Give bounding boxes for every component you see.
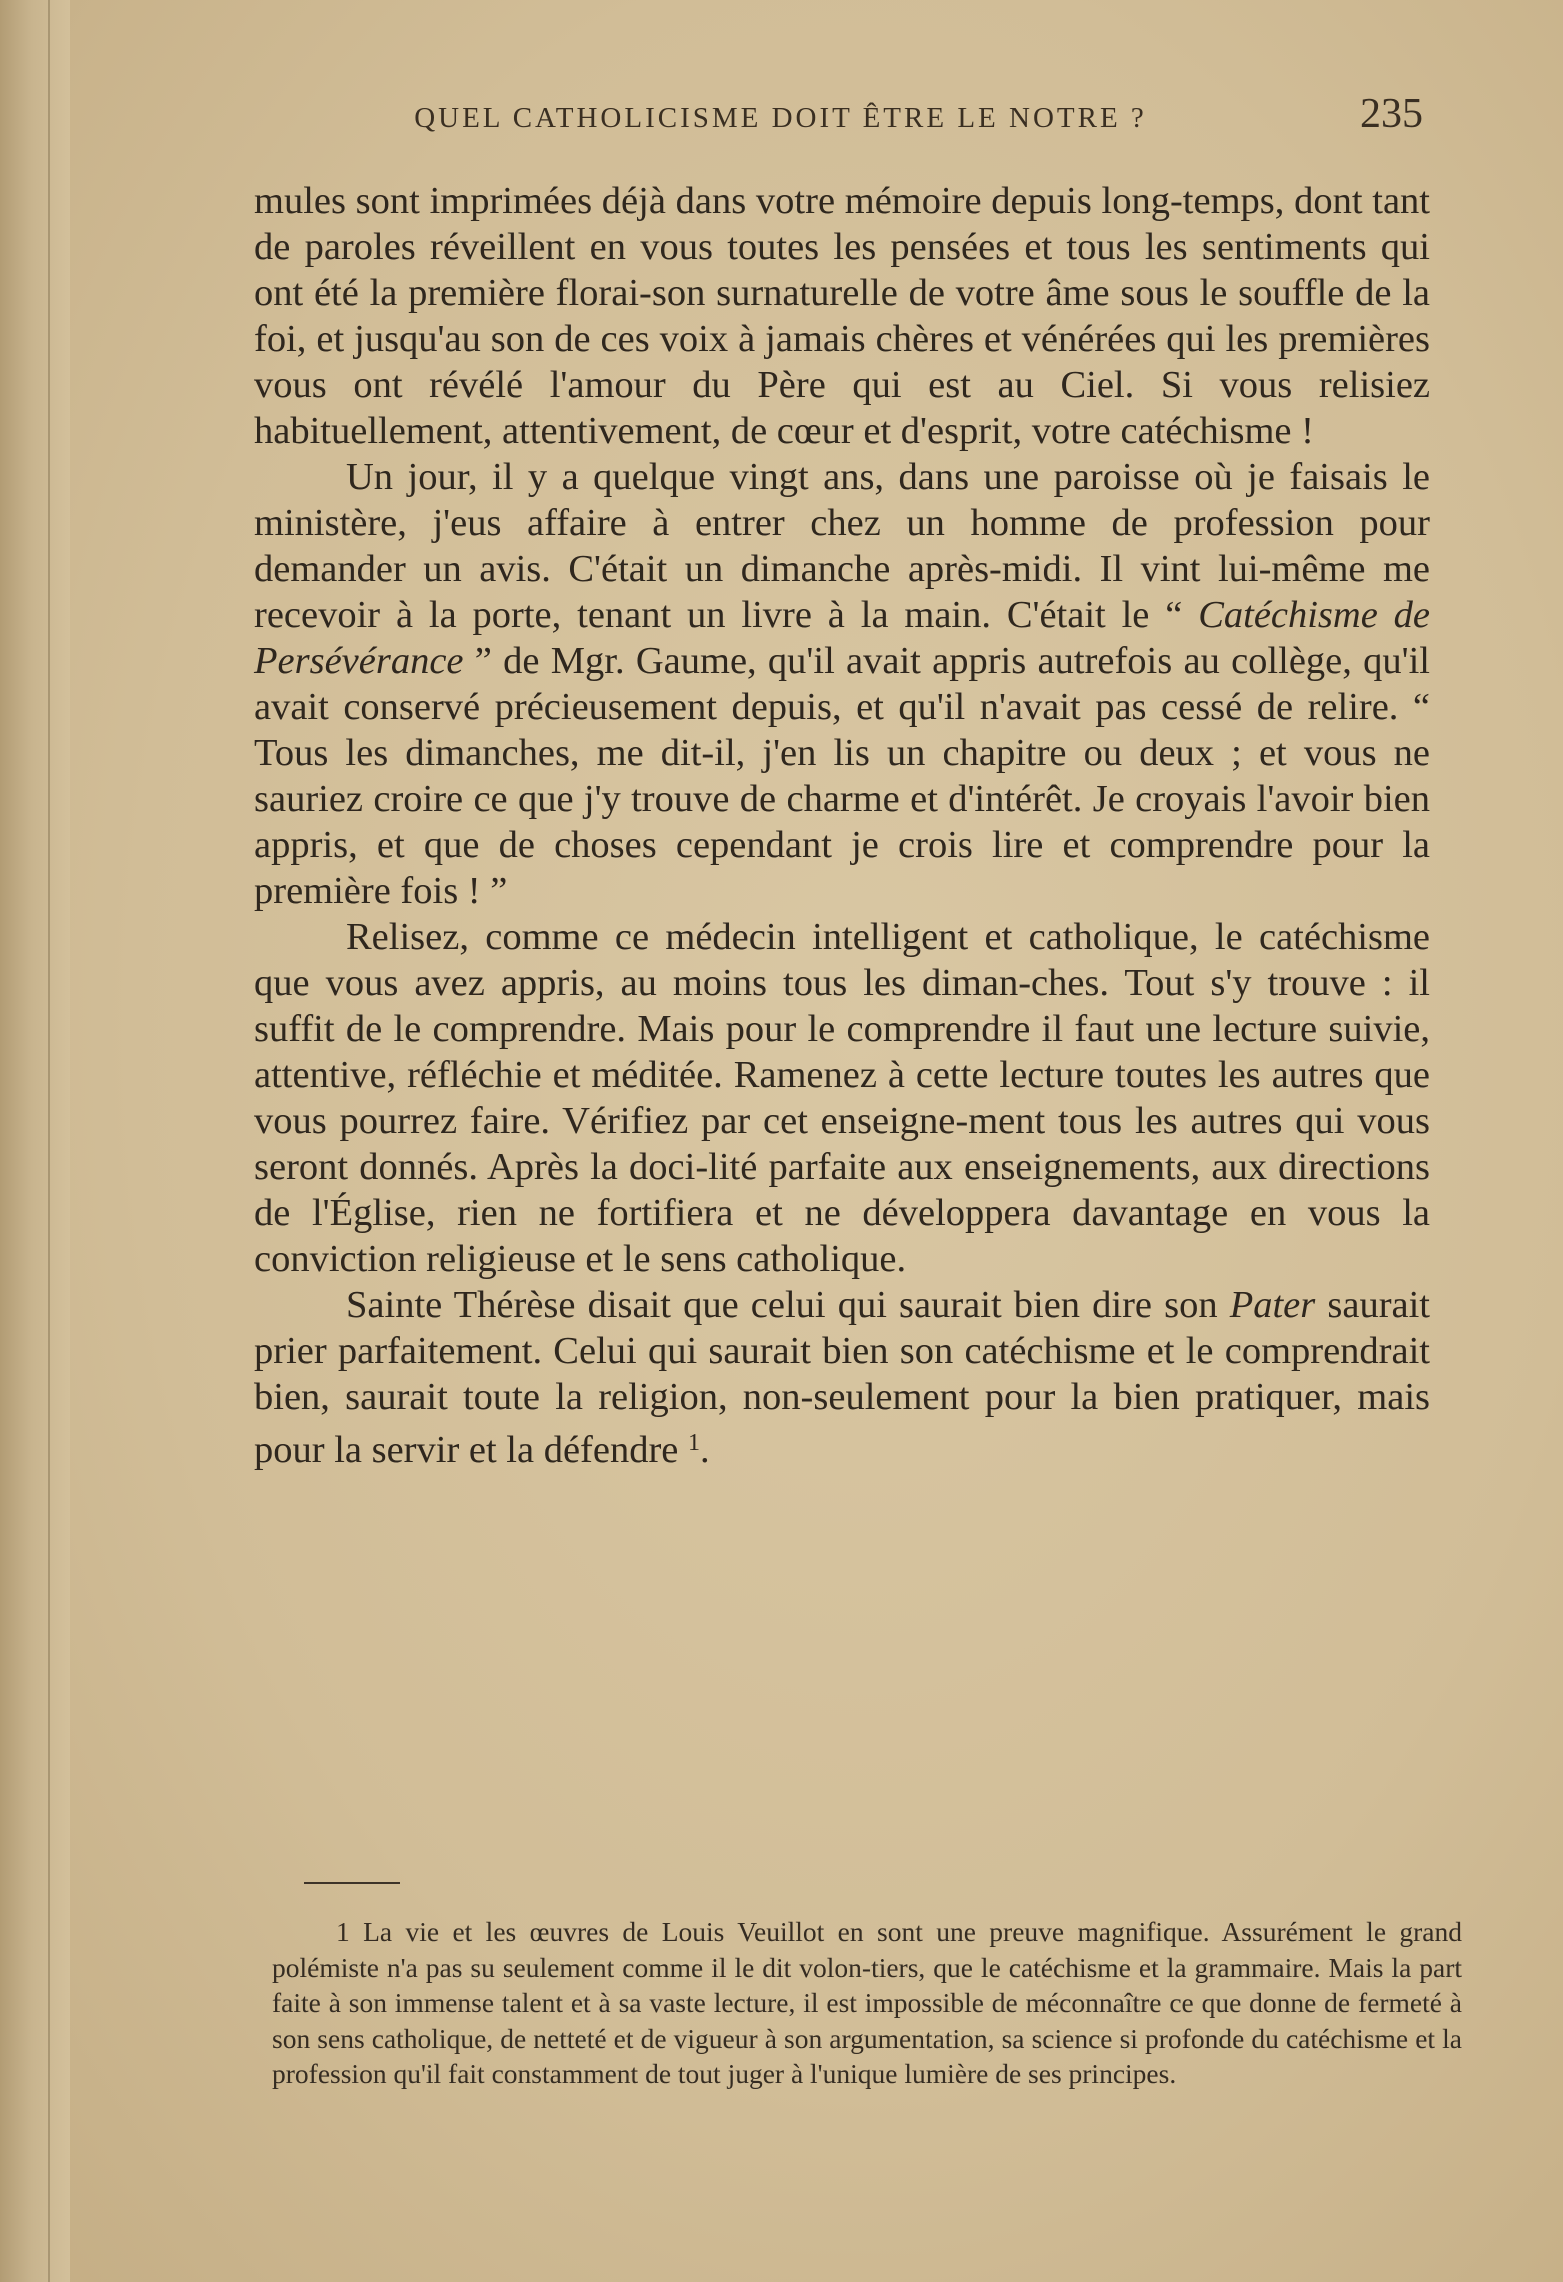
paragraph-1 xyxy=(254,178,1430,454)
running-title: QUEL CATHOLICISME DOIT ÊTRE LE NOTRE ? xyxy=(414,102,1147,134)
paragraph-4-text-b: saurait prier parfaitement. Celui qui saurait bien son catéchisme et le comprendrait bien, saurait toute la religion, non-seulement pour la bien pratiquer, mais pour la servir et la défendre xyxy=(254,1284,1430,1471)
paragraph-1-text: mules sont imprimées déjà dans votre mémoire depuis long-temps, dont tant de paroles réveillent en vous toutes les pensées et tous les sentiments qui ont été la première florai-son surnaturelle de votre âme sous le souffle de la foi, et jusqu'au son de ces voix à jamais chères et vénérées qui les premières vous ont révélé l'amour du Père qui est au Ciel. Si vous relisiez habituellement, attentivement, de cœur et d'esprit, votre catéchisme ! xyxy=(254,180,1430,452)
paragraph-3 xyxy=(254,914,1430,1282)
paragraph-2-text-b: ” de Mgr. Gaume, qu'il avait appris autrefois au collège, qu'il avait conservé précieusement depuis, et qu'il n'avait pas cessé de relire. “ Tous les dimanches, me dit-il, j'en lis un chapitre ou deux ; et vous ne sauriez croire ce que j'y trouve de charme et d'intérêt. Je croyais l'avoir bien appris, et que de choses cependant je crois lire et comprendre pour la première fois ! ” xyxy=(254,640,1430,912)
paragraph-4-end: . xyxy=(700,1429,710,1471)
paragraph-2 xyxy=(254,454,1430,914)
page-gutter xyxy=(0,0,70,2282)
main-text xyxy=(254,178,1430,1473)
footnote-reference: 1 xyxy=(688,1430,700,1456)
page-header xyxy=(258,88,1423,138)
footnote-separator xyxy=(304,1882,400,1884)
footnote xyxy=(272,1914,1462,2092)
footnote-text: La vie et les œuvres de Louis Veuillot en sont une preuve magnifique. Assurément le grand polémiste n'a pas su seulement comme il le dit volon-tiers, que le catéchisme et la grammaire. Mais la part faite à son immense talent et à sa vaste lecture, il est impossible de méconnaître ce que donne de fermeté à son sens catholique, de netteté et de vigueur à son argumentation, sa science si profonde du catéchisme et la profession qu'il fait constamment de tout juger à l'unique lumière de ses principes. xyxy=(272,1916,1463,2089)
paragraph-2-text-a: Un jour, il y a quelque vingt ans, dans une paroisse où je faisais le ministère, j'eus affaire à entrer chez un homme de profession pour demander un avis. C'était un dimanche après-midi. Il vint lui-même me recevoir à la porte, tenant un livre à la main. C'était le “ xyxy=(254,456,1430,636)
paragraph-4 xyxy=(254,1282,1430,1473)
page-number: 235 xyxy=(1360,91,1423,137)
paragraph-3-text: Relisez, comme ce médecin intelligent et catholique, le catéchisme que vous avez appris, au moins tous les diman-ches. Tout s'y trouve : il suffit de le comprendre. Mais pour le comprendre il faut une lecture suivie, attentive, réfléchie et méditée. Ramenez à cette lecture toutes les autres que vous pourrez faire. Vérifiez par cet enseigne-ment tous les autres qui vous seront donnés. Après la doci-lité parfaite aux enseignements, aux directions de l'Église, rien ne fortifiera et ne développera davantage en vous la conviction religieuse et le sens catholique. xyxy=(254,916,1430,1280)
footnote-paragraph xyxy=(272,1914,1462,2092)
gutter-line xyxy=(48,0,50,2282)
pater-italic: Pater xyxy=(1229,1284,1316,1326)
book-title-italic: Catéchisme de Persévérance xyxy=(254,594,1431,682)
footnote-marker: 1 xyxy=(336,1916,350,1947)
paragraph-4-text-a: Sainte Thérèse disait que celui qui saurait bien dire son xyxy=(346,1284,1230,1326)
